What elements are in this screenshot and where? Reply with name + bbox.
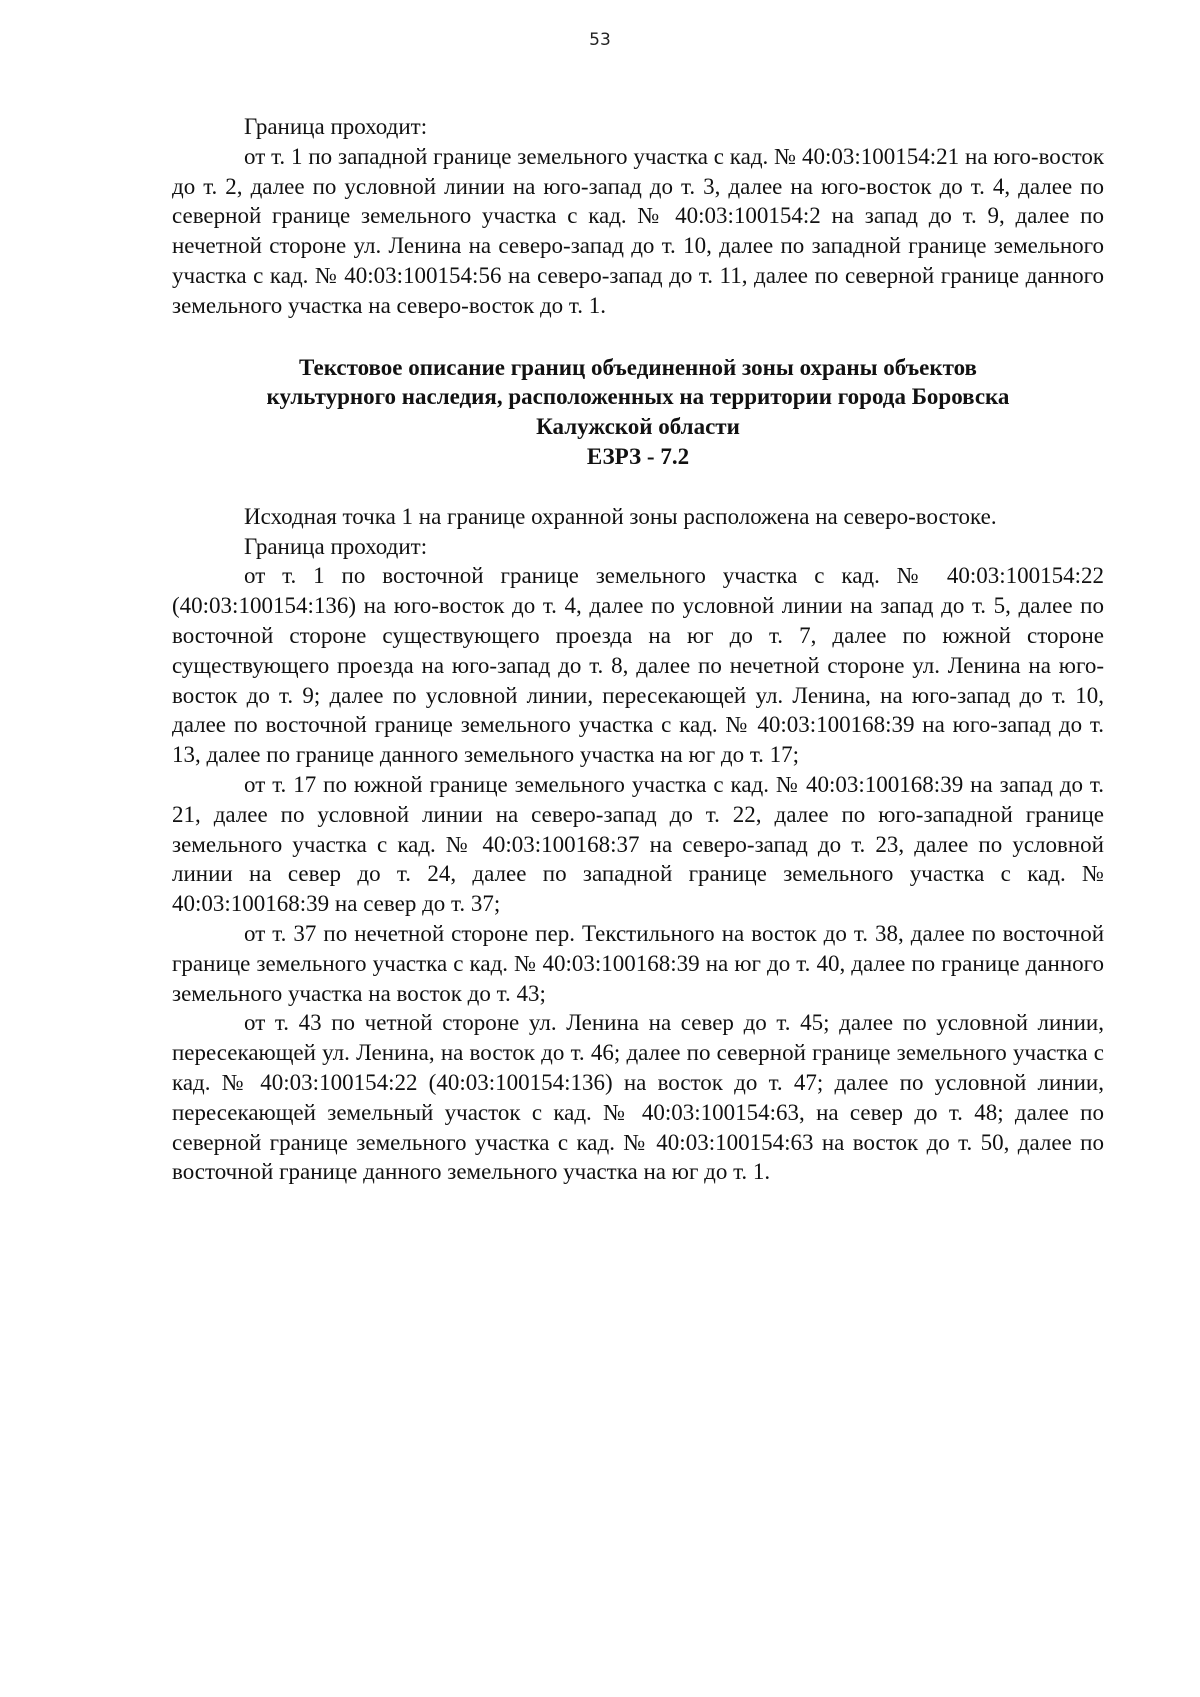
document-body: [172, 112, 1104, 1187]
paragraph-segment-2: от т. 17 по южной границе земельного участка с кад. № 40:03:100168:39 на запад до т. 21, далее по условной линии на северо-запад до т. 22, далее по юго-западной границе земельного участка с кад. № 40:03:100168:37 на северо-запад до т. 23, далее по условной линии на север до т. 24, далее по западной границе земельного участка с кад. № 40:03:100168:39 на север до т. 37;: [172, 771, 1104, 917]
heading-line-2: культурного наследия, расположенных на территории города Боровска: [266, 384, 1010, 410]
heading-zone-code: ЕЗРЗ - 7.2: [586, 443, 690, 469]
paragraph-starting-point: Исходная точка 1 на границе охранной зоны расположена на северо-востоке.: [244, 503, 997, 529]
paragraph-boundary-intro-2: Граница проходит:: [244, 533, 428, 559]
section-heading: [172, 353, 1104, 472]
heading-line-1: Текстовое описание границ объединенной зоны охраны объектов: [299, 354, 977, 380]
paragraph-segment-1: от т. 1 по восточной границе земельного участка с кад. № 40:03:100154:22 (40:03:100154:136) на юго-восток до т. 4, далее по условной линии на запад до т. 5, далее по восточной стороне существующего проезда на юг до т. 7, далее по южной стороне существующего проезда на юго-запад до т. 8, далее по нечетной стороне ул. Ленина на юго-восток до т. 9; далее по условной линии, пересекающей ул. Ленина, на юго-запад до т. 10, далее по восточной границе земельного участка с кад. № 40:03:100168:39 на юго-запад до т. 13, далее по границе данного земельного участка на юг до т. 17;: [172, 563, 1104, 768]
paragraph-segment-3: от т. 37 по нечетной стороне пер. Текстильного на восток до т. 38, далее по восточной границе земельного участка с кад. № 40:03:100168:39 на юг до т. 40, далее по границе данного земельного участка на восток до т. 43;: [172, 920, 1104, 1006]
page-number: 53: [589, 30, 611, 50]
paragraph-boundary-intro-1: Граница проходит:: [244, 114, 428, 139]
paragraph-boundary-description-1: от т. 1 по западной границе земельного участка с кад. № 40:03:100154:21 на юго-восток до т. 2, далее по условной линии на юго-запад до т. 3, далее на юго-восток до т. 4, далее по северной границе земельного участка с кад. № 40:03:100154:2 на запад до т. 9, далее по нечетной стороне ул. Ленина на северо-запад до т. 10, далее по западной границе земельного участка с кад. № 40:03:100154:56 на северо-запад до т. 11, далее по северной границе данного земельного участка на северо-восток до т. 1.: [172, 143, 1104, 318]
paragraph-segment-4: от т. 43 по четной стороне ул. Ленина на север до т. 45; далее по условной линии, пересекающей ул. Ленина, на восток до т. 46; далее по северной границе земельного участка с кад. № 40:03:100154:22 (40:03:100154:136) на восток до т. 47; далее по условной линии, пересекающей земельный участок с кад. № 40:03:100154:63, на север до т. 48; далее по северной границе земельного участка с кад. № 40:03:100154:63 на восток до т. 50, далее по восточной границе данного земельного участка на юг до т. 1.: [172, 1010, 1104, 1185]
heading-line-3: Калужской области: [536, 414, 740, 440]
